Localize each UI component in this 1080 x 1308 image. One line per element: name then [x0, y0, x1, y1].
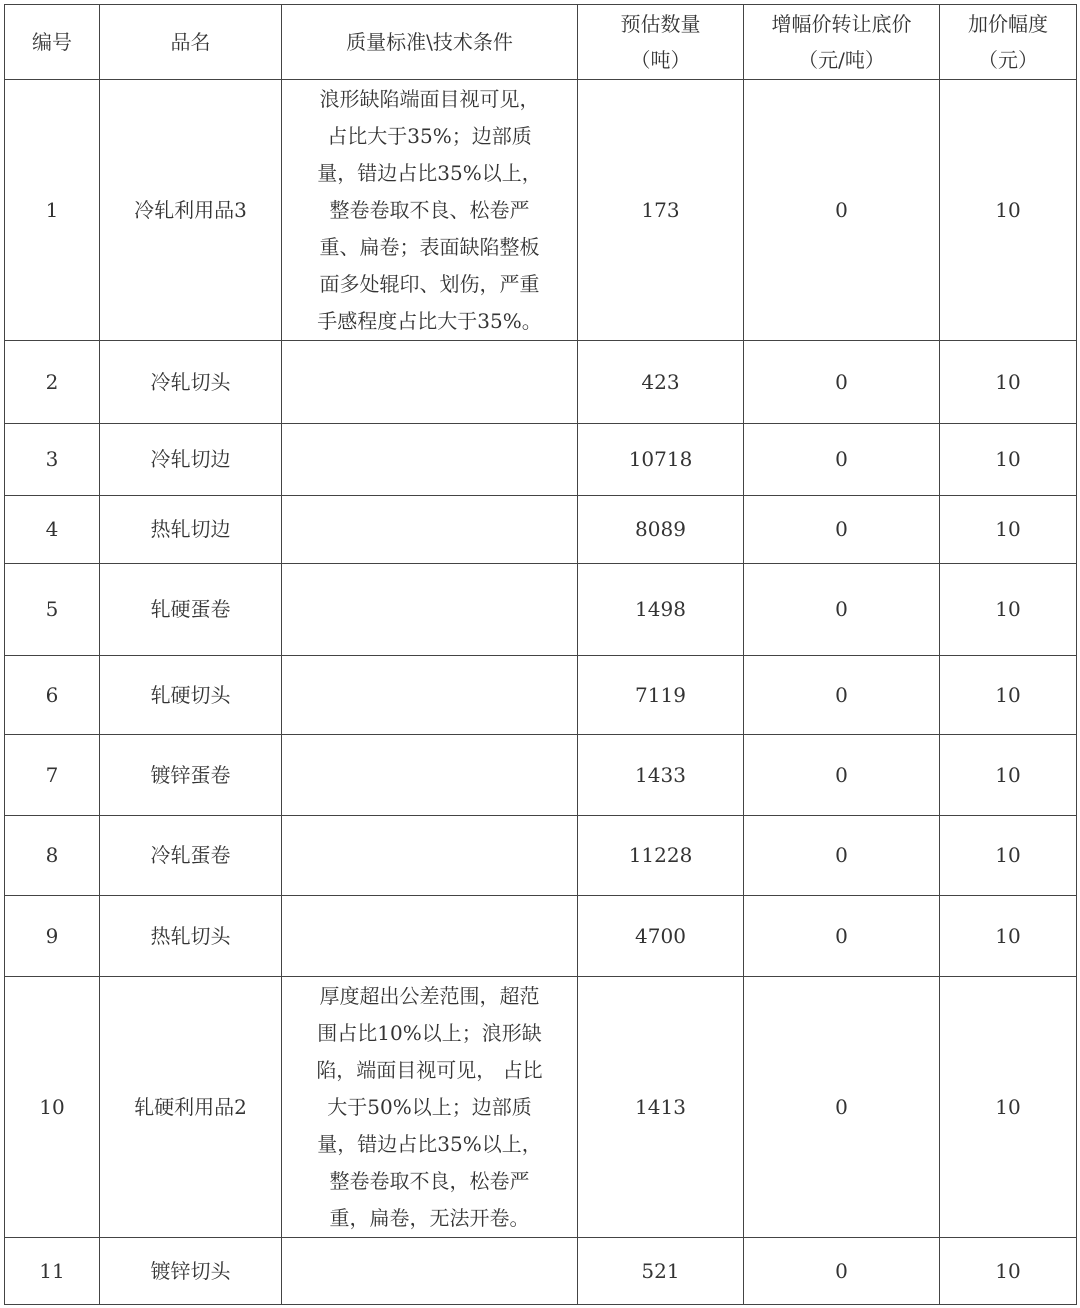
cell-base-price: 0 — [744, 496, 940, 564]
cell-increment: 10 — [940, 496, 1077, 564]
table-row — [5, 977, 1077, 1238]
spec-line: 陷，端面目视可见， 占比 — [316, 1057, 543, 1082]
cell-spec — [282, 816, 578, 896]
cell-base-price: 0 — [744, 816, 940, 896]
cell-spec — [282, 564, 578, 656]
cell-quantity: 521 — [578, 1238, 744, 1305]
header-text: 加价幅度 — [968, 12, 1048, 36]
cell-base-price: 0 — [744, 424, 940, 496]
table-row — [5, 1238, 1077, 1305]
spec-line: 浪形缺陷端面目视可见， — [319, 86, 540, 111]
spec-line: 量，错边占比35%以上， — [317, 1131, 542, 1156]
table-row — [5, 816, 1077, 896]
cell-increment: 10 — [940, 656, 1077, 735]
cell-increment: 10 — [940, 816, 1077, 896]
cell-increment: 10 — [940, 564, 1077, 656]
spec-line: 面多处辊印、划伤，严重 — [319, 271, 540, 296]
table-row — [5, 735, 1077, 816]
cell-increment: 10 — [940, 896, 1077, 977]
cell-number: 9 — [5, 896, 100, 977]
cell-increment: 10 — [940, 1238, 1077, 1305]
header-row — [5, 5, 1077, 80]
table-row — [5, 896, 1077, 977]
cell-number: 1 — [5, 80, 100, 341]
cell-name: 热轧切边 — [100, 496, 282, 564]
header-text: （元） — [978, 48, 1038, 72]
header-text: 品名 — [170, 30, 211, 54]
cell-quantity: 1498 — [578, 564, 744, 656]
cell-name: 冷轧利用品3 — [100, 80, 282, 341]
cell-quantity: 173 — [578, 80, 744, 341]
header-text: （元/吨） — [798, 48, 885, 72]
header-text: 编号 — [32, 30, 72, 54]
cell-spec — [282, 496, 578, 564]
cell-number: 6 — [5, 656, 100, 735]
table-row — [5, 80, 1077, 341]
cell-quantity: 423 — [578, 341, 744, 424]
spec-line: 重，扁卷，无法开卷。 — [329, 1205, 530, 1230]
cell-number: 5 — [5, 564, 100, 656]
cell-quantity: 7119 — [578, 656, 744, 735]
cell-quantity: 8089 — [578, 496, 744, 564]
cell-number: 10 — [5, 977, 100, 1238]
spec-line: 量，错边占比35%以上， — [317, 160, 542, 185]
cell-base-price: 0 — [744, 977, 940, 1238]
cell-quantity: 11228 — [578, 816, 744, 896]
cell-name: 轧硬蛋卷 — [100, 564, 282, 656]
cell-base-price: 0 — [744, 564, 940, 656]
spec-line: 占比大于35%；边部质 — [327, 123, 532, 148]
cell-spec — [282, 424, 578, 496]
table-row — [5, 656, 1077, 735]
product-table — [4, 4, 1077, 1305]
spec-line: 重、扁卷；表面缺陷整板 — [319, 234, 540, 259]
cell-base-price: 0 — [744, 1238, 940, 1305]
cell-increment: 10 — [940, 977, 1077, 1238]
cell-increment: 10 — [940, 341, 1077, 424]
spec-line: 整卷卷取不良，松卷严 — [329, 1168, 530, 1193]
cell-name: 轧硬利用品2 — [100, 977, 282, 1238]
cell-spec — [282, 341, 578, 424]
cell-quantity: 1433 — [578, 735, 744, 816]
cell-number: 3 — [5, 424, 100, 496]
spec-line: 整卷卷取不良、松卷严 — [329, 197, 530, 222]
cell-name: 轧硬切头 — [100, 656, 282, 735]
cell-name: 冷轧切边 — [100, 424, 282, 496]
header-number — [5, 5, 100, 80]
table-row — [5, 496, 1077, 564]
table-row — [5, 424, 1077, 496]
header-text: 增幅价转让底价 — [771, 12, 912, 36]
spec-line: 围占比10%以上；浪形缺 — [317, 1020, 542, 1045]
table-row — [5, 564, 1077, 656]
cell-number: 4 — [5, 496, 100, 564]
cell-number: 2 — [5, 341, 100, 424]
header-quantity — [578, 5, 744, 80]
cell-quantity: 4700 — [578, 896, 744, 977]
header-text: 预估数量 — [620, 12, 701, 36]
header-text: （吨） — [630, 48, 691, 72]
cell-name: 冷轧蛋卷 — [100, 816, 282, 896]
cell-spec — [282, 735, 578, 816]
spec-line: 大于50%以上；边部质 — [327, 1094, 532, 1119]
cell-base-price: 0 — [744, 80, 940, 341]
cell-quantity: 1413 — [578, 977, 744, 1238]
cell-quantity: 10718 — [578, 424, 744, 496]
header-increment — [940, 5, 1077, 80]
cell-name: 冷轧切头 — [100, 341, 282, 424]
cell-spec — [282, 977, 578, 1238]
header-text: 质量标准\技术条件 — [346, 30, 513, 54]
cell-name: 热轧切头 — [100, 896, 282, 977]
cell-increment: 10 — [940, 80, 1077, 341]
cell-base-price: 0 — [744, 656, 940, 735]
cell-spec — [282, 656, 578, 735]
cell-name: 镀锌切头 — [100, 1238, 282, 1305]
cell-name: 镀锌蛋卷 — [100, 735, 282, 816]
header-name — [100, 5, 282, 80]
cell-base-price: 0 — [744, 896, 940, 977]
cell-spec — [282, 80, 578, 341]
cell-spec — [282, 1238, 578, 1305]
cell-number: 8 — [5, 816, 100, 896]
cell-base-price: 0 — [744, 341, 940, 424]
cell-number: 11 — [5, 1238, 100, 1305]
cell-number: 7 — [5, 735, 100, 816]
cell-base-price: 0 — [744, 735, 940, 816]
spec-line: 厚度超出公差范围，超范 — [319, 983, 540, 1008]
header-spec — [282, 5, 578, 80]
spec-line: 手感程度占比大于35%。 — [317, 308, 542, 333]
table-row — [5, 341, 1077, 424]
cell-increment: 10 — [940, 735, 1077, 816]
cell-spec — [282, 896, 578, 977]
cell-increment: 10 — [940, 424, 1077, 496]
header-base-price — [744, 5, 940, 80]
